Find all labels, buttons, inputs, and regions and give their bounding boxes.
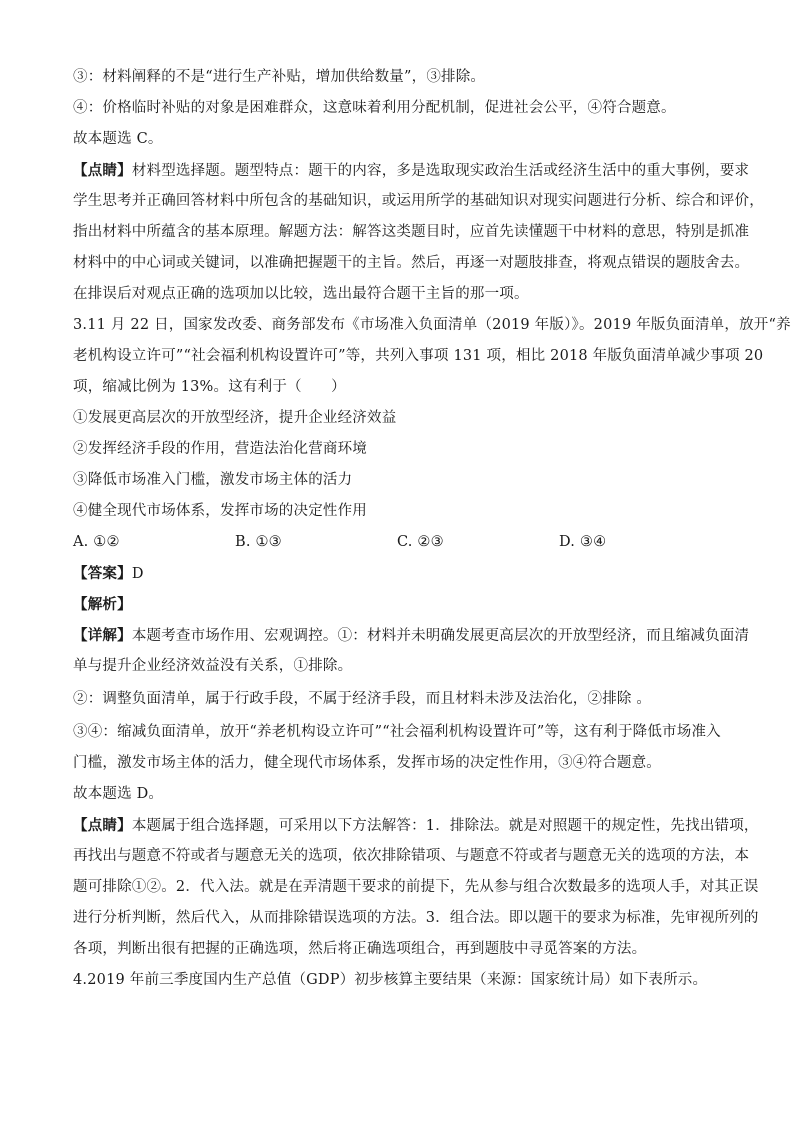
answer-conclusion: 故本题选 C。 [73,131,163,147]
statement-3: ③降低市场准入门槛，激发市场主体的活力 [73,472,353,488]
answer-tag: 【答案】 [73,565,132,582]
question-3-stem [73,310,791,403]
comment-line: 学生思考并正确回答材料中所包含的基础知识，或运用所学的基础知识对现实问题进行分析、综合和评价， [73,193,764,209]
analysis-line-4: ④：价格临时补贴的对象是困难群众，这意味着利用分配机制，促进社会公平，④符合题意。 [73,100,676,116]
analysis-heading [73,589,725,620]
option-a: A. ①② [73,534,120,550]
comment-line: 在排误后对观点正确的选项加以比较，选出最符合题干主旨的那一项。 [73,286,529,302]
stem-line: 3.11 月 22 日，国家发改委、商务部发布《市场准入负面清单（2019 年版）》。2019 年版负面清单，放开“养 [73,317,791,333]
option-d: D. ③④ [559,534,607,550]
options-row [73,527,725,558]
option-c: C. ②③ [397,534,444,550]
detail-line: ③④：缩减负面清单，放开“养老机构设立许可”“社会福利机构设置许可”等，这有利于降低市场准入 [73,724,721,740]
comment-line: 材料型选择题。题型特点：题干的内容，多是选取现实政治生活或经济生活中的重大事例，要求 [131,163,750,179]
option-b: B. ①③ [235,534,282,550]
detail-block [73,620,750,682]
answer-value: D [131,566,144,582]
comment-line: 再找出与题意不符或者与题意无关的选项，依次排除错项、与题意不符或者与题意无关的选项的方法，本 [73,848,750,864]
detail-line: 门槛，激发市场主体的活力，健全现代市场体系，发挥市场的决定性作用，③④符合题意。 [73,755,661,771]
comment-line: 指出材料中所蕴含的基本原理。解题方法：解答这类题目时，应首先读懂题干中材料的意思，特别是抓准 [73,224,750,240]
comment-line: 本题属于组合选择题，可采用以下方法解答：1．排除法。就是对照题干的规定性，先找出错项， [131,818,759,834]
detail-line: 单与提升企业经济效益没有关系，①排除。 [73,658,353,674]
analysis-tag: 【解析】 [73,596,132,613]
comment-tag: 【点睛】 [73,817,132,834]
statement-2: ②发挥经济手段的作用，营造法治化营商环境 [73,441,367,457]
comment-line: 进行分析判断，然后代入，从而排除错误选项的方法。3．组合法。即以题干的要求为标准，先审视所列的 [73,910,759,926]
comment-line: 材料中的中心词或关键词，以准确把握题干的主旨。然后，再逐一对题肢排查，将观点错误的题肢舍去。 [73,255,750,271]
detail-line-34 [73,717,725,779]
document-page [73,62,791,996]
comment-line: 题可排除①②。2．代入法。就是在弄清题干要求的前提下，先从参与组合次数最多的选项人手，对其正误 [73,879,759,895]
answer-conclusion: 故本题选 D。 [73,786,164,802]
stem-line: 项，缩减比例为 13%。这有利于（ ） [73,379,346,395]
statement-1: ①发展更高层次的开放型经济，提升企业经济效益 [73,410,397,426]
comment-block [73,810,759,965]
question-4-stem: 4.2019 年前三季度国内生产总值（GDP）初步核算主要结果（来源：国家统计局）如下表所示。 [73,972,708,988]
comment-line: 各项，判断出很有把握的正确选项，然后将正确选项组合，再到题肢中寻觅答案的方法。 [73,941,647,957]
statement-4: ④健全现代市场体系，发挥市场的决定性作用 [73,503,367,519]
comment-block [73,155,764,310]
detail-line: 本题考查市场作用、宏观调控。①：材料并未明确发展更高层次的开放型经济，而且缩减负面清 [131,628,750,644]
comment-tag: 【点睛】 [73,162,132,179]
analysis-line-3: ③：材料阐释的不是“进行生产补贴，增加供给数量”，③排除。 [73,69,486,85]
detail-tag: 【详解】 [73,627,132,644]
answer-line [73,558,725,589]
stem-line: 老机构设立许可”“社会福利机构设置许可”等，共列入事项 131 项，相比 2018 年版负面清单减少事项 20 [73,348,764,364]
detail-line-2: ②：调整负面清单，属于行政手段，不属于经济手段，而且材料未涉及法治化，②排除 。 [73,691,652,707]
